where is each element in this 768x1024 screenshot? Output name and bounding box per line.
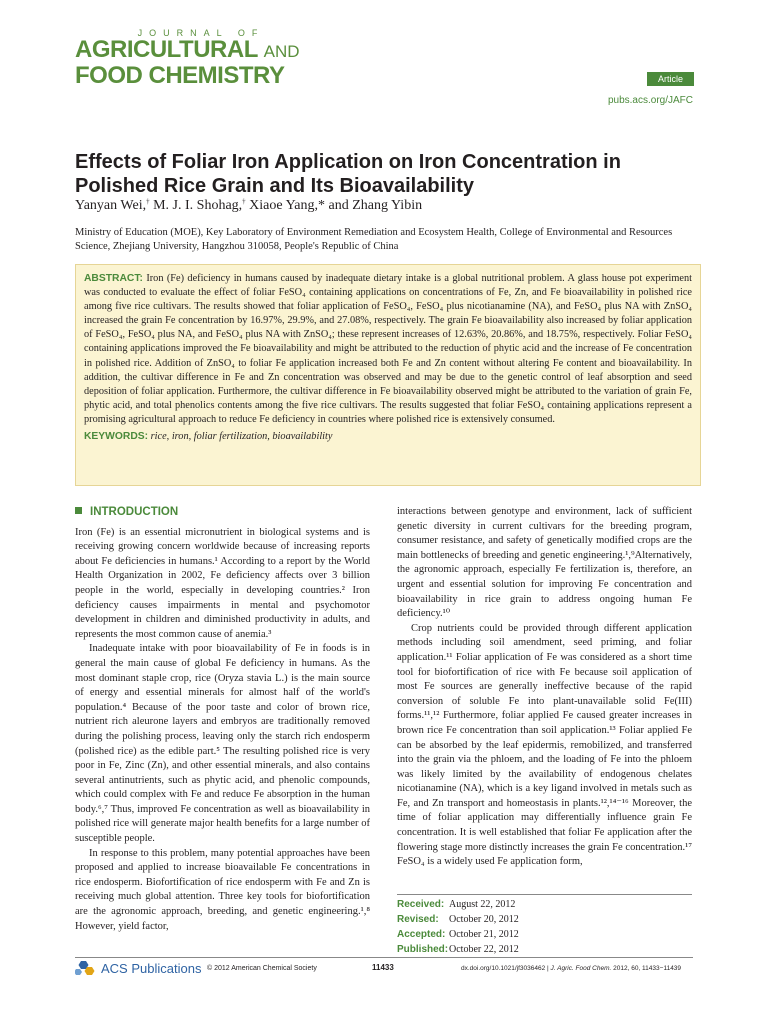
author-name[interactable]: M. J. I. Shohag, (153, 198, 243, 213)
intro-paragraph-5: Crop nutrients could be provided through different application methods including soil amendment, seed priming, and foliar application.¹¹ Foliar application of Fe was considered as a short time tool for biofortification of rice with Fe because soil application of most Fe sources are generally ineffective because of the rapid conversion of soluble Fe into plant-unavailable solid Fe(III) forms.¹¹,¹² Furthermore, foliar applied Fe caused greater increases in brown rice Fe concentration than soil application.¹³ Foliar applied Fe can be absorbed by the leaf epidermis, remobilized, and transferred into the grain via the phloem, and the loading of Fe into the phloem was likely limited by the availability of endogenous chelates nicotianamine (NA), which is a key ligand involved in metals such as Fe, and Zn transport and homeostasis in plants.¹²,¹⁴⁻¹⁶ Moreover, the time of foliar application may differentially influence grain Fe concentration. It is well established that foliar Fe application after the flowering stage more distinctly increases the grain Fe concentration.¹⁷ FeSO₄ is a widely used Fe application form, (397, 622, 692, 868)
acs-publications-logo[interactable] (75, 960, 201, 976)
abstract-paragraph (84, 272, 692, 427)
paper-title: Effects of Foliar Iron Application on Iron Concentration in Polished Rice Grain and Its Bioavailability (75, 151, 621, 197)
date-value: October 21, 2012 (449, 929, 519, 940)
journal-url-link[interactable]: pubs.acs.org/JAFC (607, 95, 693, 106)
date-value: October 20, 2012 (449, 914, 519, 925)
keywords-label: KEYWORDS: (84, 431, 149, 443)
section-heading-text: INTRODUCTION (90, 506, 179, 518)
keywords-text: rice, iron, foliar fertilization, bioavailability (150, 431, 333, 443)
journal-abbreviation: J. Agric. Food Chem. (550, 965, 612, 972)
author-name[interactable]: Xiaoe Yang,* (249, 198, 325, 213)
abstract-box (75, 264, 701, 486)
journal-name-line2: FOOD CHEMISTRY (75, 62, 285, 89)
author-name[interactable]: Yanyan Wei, (75, 198, 147, 213)
keywords-line (84, 430, 692, 444)
abstract-label: ABSTRACT: (84, 273, 143, 284)
article-type-badge: Article (647, 72, 694, 86)
left-column (75, 505, 370, 934)
date-row-published (397, 942, 692, 957)
intro-paragraph-1: Iron (Fe) is an essential micronutrient in biological systems and is receiving growing concern worldwide because of increasing reports about Fe deficiencies in humans.¹ According to a report by the World Health Organization in 2002, Fe deficiency affects over 3 billion people in the world, especially in developing countries.² Iron deficiency causes impairments in mental and psychomotor development in children and diminished productivity in adults, and represents the most common cause of anemia.³ (75, 526, 370, 640)
date-value: August 22, 2012 (449, 899, 516, 910)
author-name[interactable]: and Zhang Yibin (328, 198, 423, 213)
journal-name-agricultural: AGRICULTURAL (75, 36, 258, 63)
date-label: Accepted: (397, 929, 446, 940)
journal-name-and: AND (263, 42, 300, 61)
acs-publications-text: ACS Publications (101, 960, 202, 976)
section-heading-introduction (75, 505, 370, 520)
journal-name-line1 (75, 38, 305, 64)
date-row-revised (397, 912, 692, 927)
date-row-received (397, 897, 692, 912)
citation-details: 2012, 60, 11433−11439 (613, 965, 682, 972)
intro-paragraph-4: interactions between genotype and environment, lack of sufficient genetic diversity in current cultivars for the breeding program, consumer resistance, and safety of genetically modified crops are the main bottlenecks of breeding and genetic engineering.¹,⁹Alternatively, the agronomic approach, especially Fe fertilization is, therefore, an urgent and essential solution for improving Fe concentration and bioavailability in rice grain to address ongoing human Fe deficiency.¹⁰ (397, 506, 692, 620)
right-column (397, 505, 692, 870)
date-label: Revised: (397, 914, 439, 925)
date-label: Published: (397, 944, 449, 955)
page-number: 11433 (372, 963, 394, 972)
date-row-accepted (397, 927, 692, 942)
author-list: Yanyan Wei,† M. J. I. Shohag,† Xiaoe Yang,* and Zhang Yibin (75, 197, 423, 213)
journal-of-text: JOURNAL OF (137, 28, 265, 38)
abstract-text: Iron (Fe) deficiency in humans caused by inadequate dietary intake is a global nutritional problem. A glass house pot experiment was conducted to evaluate the effect of foliar FeSO₄ containing applications on concentrations of Fe, Zn, and Fe bioavailability in polished rice among five rice cultivars. The results showed that foliar application of FeSO₄, FeSO₄ plus nicotianamine (NA), and FeSO₄ plus NA with ZnSO₄ increased the grain Fe concentration by 16.97%, 29.9%, and 27.08%, respectively. The grain Fe bioavailability also increased by foliar application of FeSO₄, FeSO₄ plus NA, and FeSO₄ plus NA with ZnSO₄; these represent increases of 12.63%, 20.86%, and 18.75%, respectively. Foliar FeSO₄ containing applications improved the Fe bioavailability and might be attributed to the reduction of phytic acid and the increase of Fe concentration in polished rice. Addition of ZnSO₄ to foliar Fe application increased both Fe and Zn content without altering Fe content and bioavailability. In addition, the cultivar difference in Fe and Zn concentration was observed and may be due to the genetic control of leaf absorption and seed deposition of foliar application. Furthermore, the cultivar difference in Fe bioavailability observed might be attributed to the variation of grain Fe, phytic acid, and total phenolics contents among the five rice cultivars. The results suggested that foliar FeSO₄ containing applications represent a promising agricultural approach to reduce Fe deficiency in countries where polished rice is extensively consumed. (84, 273, 692, 425)
intro-paragraph-2: Inadequate intake with poor bioavailability of Fe in foods is in general the main cause of global Fe deficiency in humans. As the most dominant staple crop, rice (Oryza stavia L.) is the main source of energy and essential minerals for almost half of the world's population.⁴ Because of the poor taste and color of brown rice, nutrient rich aleurone layers and embryos are traditionally removed during the polishing process, leaving only the starch rich endosperm (polished rice) as the edible part.⁵ The resulting polished rice is very poor in Fe, Zinc (Zn), and other essential minerals, and also contains several antinutrients, such as phytic acid, and phenolic compounds, which could complex with Fe and reduce Fe absorption in the human body.⁶,⁷ Thus, improved Fe concentration as well as bioavailability in polished rice will generate major health benefits for a large number of susceptible people. (75, 643, 370, 845)
copyright-text: © 2012 American Chemical Society (207, 965, 317, 972)
section-square-icon (75, 507, 82, 514)
journal-masthead (75, 28, 305, 88)
article-dates (397, 894, 692, 957)
acs-hexagon-icon (75, 960, 97, 976)
doi-link[interactable]: dx.doi.org/10.1021/jf3036462 | (461, 965, 549, 972)
intro-paragraph-3: In response to this problem, many potential approaches have been proposed and applied to increase bioavailable Fe concentrations in rice endosperm. Biofortification of rice endosperm with Fe and Zn is receiving much global attention. Three key tools for biofortification are the agronomic approach, breeding, and genetic engineering.¹,⁸ However, yield factor, (75, 847, 370, 932)
footer-divider (75, 957, 693, 958)
doi-citation (461, 965, 681, 972)
date-value: October 22, 2012 (449, 944, 519, 955)
affiliation: Ministry of Education (MOE), Key Laboratory of Environment Remediation and Ecosystem Health, College of Environmental and Resources Science, Zhejiang University, Hangzhou 310058, People's Republic of China (75, 227, 673, 252)
date-label: Received: (397, 899, 445, 910)
